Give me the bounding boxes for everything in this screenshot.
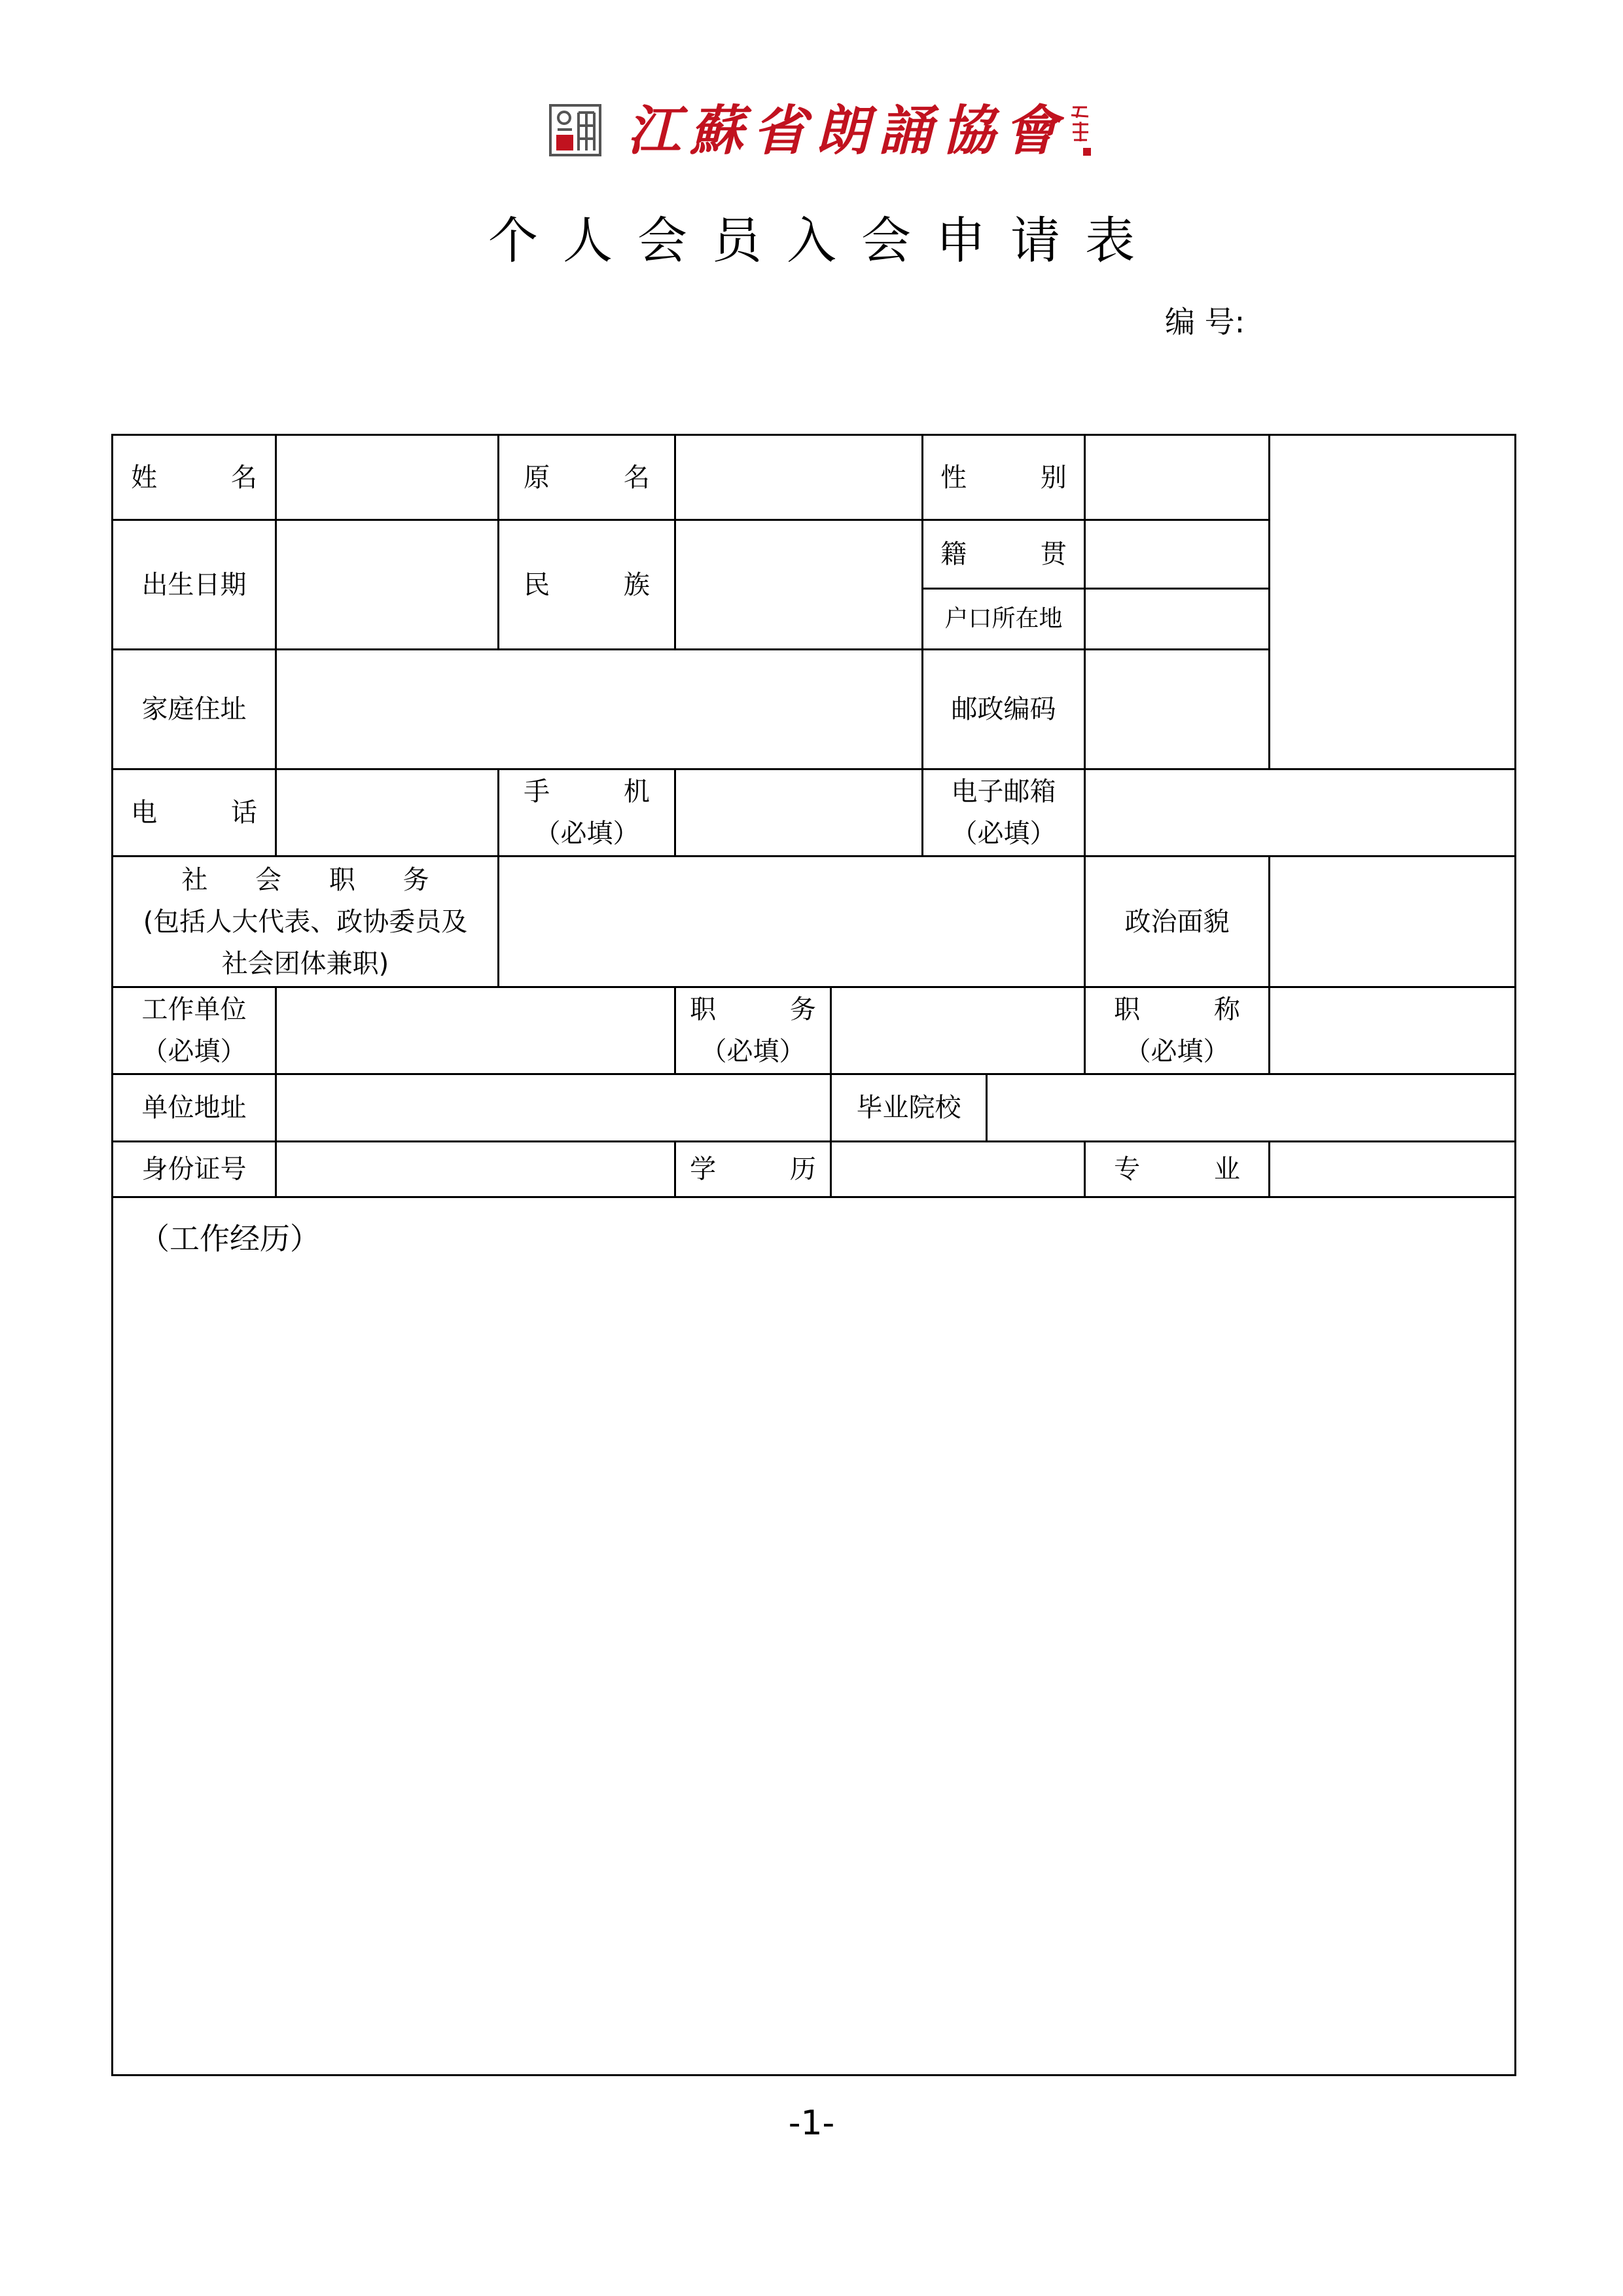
major-label-cell (1084, 1140, 1273, 1198)
phone-label-cell (111, 768, 290, 857)
gender-field[interactable] (1084, 434, 1270, 521)
job-title-label-cell (1084, 986, 1273, 1075)
ethnicity-field[interactable] (674, 519, 923, 650)
job-title-label: 职 称 (1114, 995, 1273, 1025)
mobile-field[interactable] (674, 768, 923, 857)
phone-label: 电 话 (131, 798, 290, 828)
graduated-school-field[interactable] (986, 1073, 1516, 1142)
work-unit-required-note: （必填） (141, 1036, 247, 1067)
political-status-field[interactable] (1268, 855, 1516, 988)
work-experience-box[interactable] (111, 1196, 1516, 2076)
position-field[interactable] (830, 986, 1086, 1075)
position-label: 职 务 (690, 995, 849, 1025)
name-label-cell (111, 434, 290, 521)
email-required-note: （必填） (951, 819, 1056, 849)
ethnicity-label-cell (497, 519, 683, 650)
unit-address-field[interactable] (275, 1073, 832, 1142)
hukou-label-cell (921, 588, 1086, 650)
major-label: 专 业 (1114, 1154, 1273, 1184)
native-place-label-cell (921, 519, 1099, 590)
name-field[interactable] (275, 434, 499, 521)
social-title-note-2: 社会团体兼职) (221, 948, 389, 979)
ethnicity-label: 民 族 (524, 569, 683, 600)
postal-code-label: 邮政编码 (951, 694, 1056, 724)
gender-label: 性 别 (940, 462, 1099, 493)
graduated-school-label: 毕业院校 (856, 1093, 961, 1123)
birth-date-label: 出生日期 (141, 569, 247, 600)
home-address-field[interactable] (275, 648, 923, 770)
unit-address-label: 单位地址 (141, 1093, 247, 1123)
email-field[interactable] (1084, 768, 1516, 857)
home-address-label: 家庭住址 (141, 694, 247, 724)
seal-logo-icon (548, 103, 602, 157)
id-number-label-cell (111, 1140, 277, 1198)
political-status-label-cell (1084, 855, 1270, 988)
birth-date-field[interactable] (275, 519, 499, 650)
email-label: 电子邮箱 (951, 777, 1056, 807)
home-address-label-cell (111, 648, 277, 770)
education-field[interactable] (830, 1140, 1086, 1198)
association-logo (548, 98, 1099, 164)
postal-code-label-cell (921, 648, 1086, 770)
gender-label-cell (921, 434, 1099, 521)
work-unit-label: 工作单位 (141, 995, 247, 1025)
education-label-cell (674, 1140, 849, 1198)
work-unit-label-cell (111, 986, 277, 1075)
email-label-cell (921, 768, 1086, 857)
phone-field[interactable] (275, 768, 499, 857)
social-title-label: 社 会 职 务 (181, 864, 449, 895)
social-title-label-cell (111, 855, 499, 988)
hukou-label: 户口所在地 (944, 605, 1063, 632)
mobile-label: 手 机 (524, 777, 683, 807)
job-title-field[interactable] (1268, 986, 1516, 1075)
postal-code-field[interactable] (1084, 648, 1270, 770)
education-label: 学 历 (690, 1154, 849, 1184)
page-number: -1- (788, 2104, 835, 2143)
position-required-note: （必填） (700, 1036, 806, 1067)
native-place-field[interactable] (1084, 519, 1270, 590)
id-number-label: 身份证号 (141, 1154, 247, 1184)
former-name-label-cell (497, 434, 683, 521)
mobile-label-cell (497, 768, 683, 857)
name-label: 姓 名 (131, 462, 290, 493)
logo-text: 江蘇省朗誦協會 (627, 99, 1067, 162)
former-name-label: 原 名 (524, 462, 683, 493)
unit-address-label-cell (111, 1073, 277, 1142)
mobile-required-note: （必填） (534, 819, 639, 849)
hukou-field[interactable] (1084, 588, 1270, 650)
work-unit-field[interactable] (275, 986, 676, 1075)
graduated-school-label-cell (830, 1073, 988, 1142)
form-title: 个人会员入会申请表 (488, 211, 1160, 270)
social-title-note: (包括人大代表、政协委员及 (143, 906, 468, 937)
former-name-field[interactable] (674, 434, 923, 521)
application-table (111, 434, 1516, 2076)
serial-number-label: 编 号: (1165, 304, 1245, 340)
political-status-label: 政治面貌 (1124, 906, 1230, 937)
signature-seal-icon (1067, 102, 1094, 161)
work-experience-label: （工作经历） (139, 1221, 320, 1256)
native-place-label: 籍 贯 (940, 539, 1099, 569)
social-title-field[interactable] (497, 855, 1086, 988)
major-field[interactable] (1268, 1140, 1516, 1198)
id-number-field[interactable] (275, 1140, 676, 1198)
photo-box[interactable] (1268, 434, 1516, 770)
birth-date-label-cell (111, 519, 277, 650)
position-label-cell (674, 986, 849, 1075)
job-title-required-note: （必填） (1124, 1036, 1230, 1067)
